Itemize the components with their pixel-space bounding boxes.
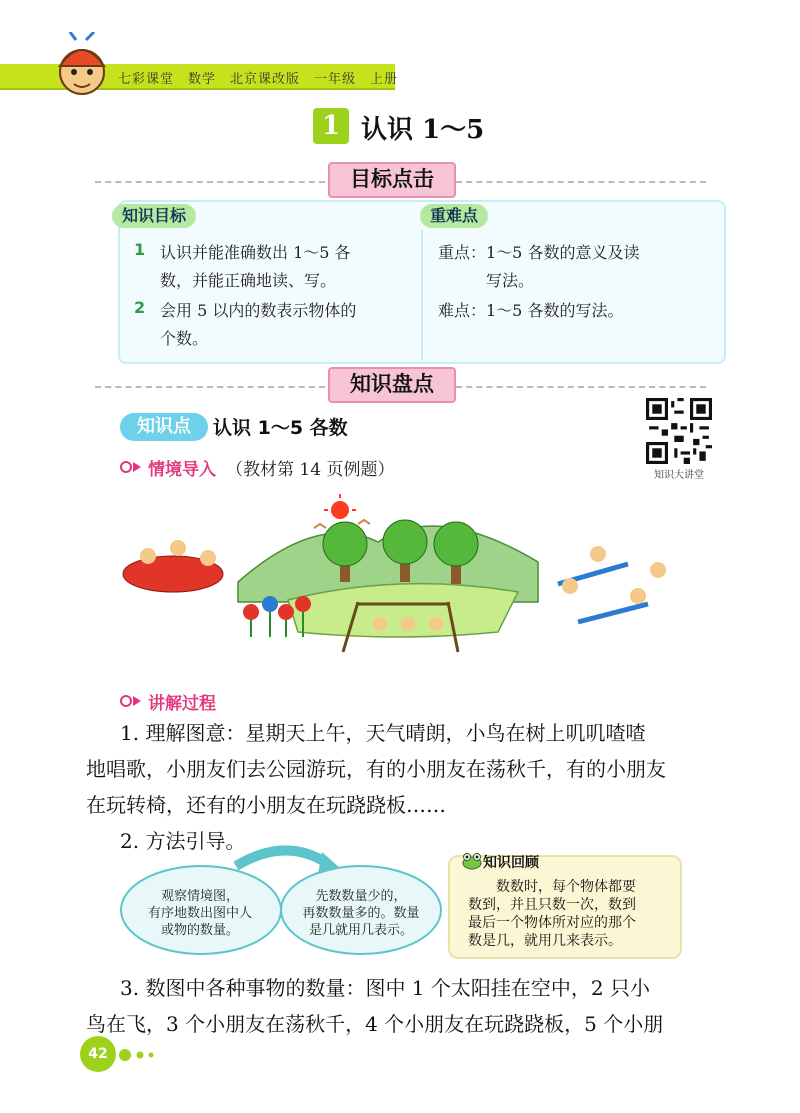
divider (456, 386, 706, 388)
section-tab-knowledge: 知识盘点 (328, 367, 456, 403)
bubble-text-2 (290, 888, 432, 939)
review-line: 数是几，就用几来表示。 (468, 933, 622, 949)
bubble-line: 有序地数出图中人 (147, 906, 252, 921)
intro-title: 情境导入 (148, 460, 216, 480)
frog-icon (462, 852, 482, 870)
paragraph-line: 在玩转椅，还有的小朋友在玩跷跷板…… (86, 793, 446, 817)
bullet-icon (120, 695, 142, 707)
key-points-label: 重难点 (420, 204, 488, 228)
objective-text: 认识并能准确数出 1～5 各 (160, 243, 351, 262)
objective-number: 2 (134, 298, 146, 317)
bullet-icon (120, 461, 142, 473)
divider (456, 181, 706, 183)
key-point-text: 写法。 (486, 271, 535, 290)
knowledge-point-title: 认识 1～5 各数 (213, 417, 348, 439)
paragraph-line: 地唱歌，小朋友们去公园游玩，有的小朋友在荡秋千，有的小朋友 (86, 757, 666, 781)
bubble-line: 再数数量多的。数量 (302, 906, 420, 921)
paragraph-line: 鸟在飞，3 个小朋友在荡秋千，4 个小朋友在玩跷跷板，5 个小朋 (86, 1012, 664, 1036)
paragraph-line: 3. 数图中各种事物的数量：图中 1 个太阳挂在空中，2 只小 (120, 976, 650, 1000)
page-number: 42 (80, 1036, 116, 1072)
key-point-text: 重点：1～5 各数的意义及读 (438, 243, 640, 262)
mascot-icon (46, 32, 118, 104)
review-line: 数到，并且只数一次，数到 (468, 897, 636, 913)
review-line: 最后一个物体所对应的那个 (468, 915, 636, 931)
bubble-text-1 (130, 888, 270, 939)
bubble-line: 是几就用几表示。 (308, 923, 413, 938)
objective-text: 数，并能正确地读、写。 (160, 271, 337, 290)
bubble-line: 观察情境图， (160, 889, 239, 904)
bubble-line: 或物的数量。 (160, 923, 239, 938)
divider (95, 386, 325, 388)
qr-caption: 知识大讲堂 (654, 470, 704, 481)
paragraph-line: 1. 理解图意：星期天上午，天气晴朗，小鸟在树上叽叽喳喳 (120, 721, 646, 745)
difficult-point-text: 难点：1～5 各数的写法。 (438, 301, 624, 320)
lesson-title: 认识 1～5 (361, 115, 485, 145)
qr-code-icon (646, 398, 712, 464)
objective-text: 会用 5 以内的数表示物体的 (160, 301, 357, 320)
lesson-number: 1 (313, 108, 349, 144)
review-title: 知识回顾 (483, 855, 539, 871)
section-tab-goals: 目标点击 (328, 162, 456, 198)
park-scene-illustration (118, 492, 678, 664)
objective-number: 1 (134, 240, 146, 259)
review-line: 数数时，每个物体都要 (496, 879, 636, 895)
objective-text: 个数。 (160, 329, 209, 348)
review-text (468, 878, 636, 950)
header-series: 七彩课堂 数学 北京课改版 一年级 上册 (118, 72, 399, 87)
knowledge-point-tag: 知识点 (120, 413, 208, 441)
objectives-label: 知识目标 (112, 204, 196, 228)
dots-icon (118, 1048, 158, 1062)
intro-note: （教材第 14 页例题） (226, 460, 395, 480)
objectives-divider (421, 230, 423, 360)
bubble-line: 先数数量少的， (315, 889, 407, 904)
paragraph-line: 2. 方法引导。 (120, 829, 246, 853)
divider (95, 181, 325, 183)
explanation-title: 讲解过程 (148, 694, 216, 714)
